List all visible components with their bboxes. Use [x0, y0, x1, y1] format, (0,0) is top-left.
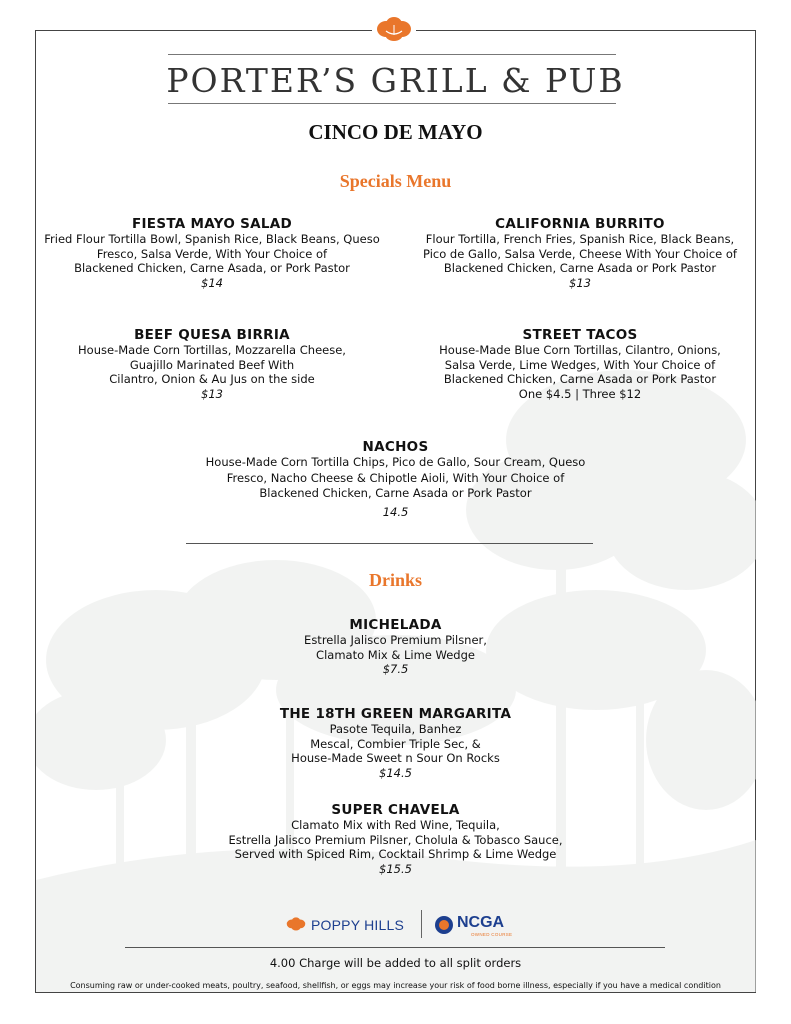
logo-separator — [421, 910, 422, 938]
poppy-hills-logo-text: POPPY HILLS — [311, 917, 404, 933]
item-price: 14.5 — [382, 504, 409, 519]
item-price: $15.5 — [379, 861, 412, 876]
item-desc-line: Flour Tortilla, French Fries, Spanish Rice, Black Beans, — [425, 232, 735, 246]
drink-item — [150, 706, 641, 780]
item-name: MICHELADA — [349, 617, 442, 633]
footer-logos — [0, 910, 791, 940]
item-desc-line: Blackened Chicken, Carne Asada, or Pork Pastor — [74, 261, 350, 276]
ncga-owned-course-text: OWNED COURSE — [471, 932, 513, 937]
menu-item — [36, 216, 388, 290]
item-desc-line: Pico de Gallo, Salsa Verde, Cheese With Your Choice of — [423, 246, 737, 261]
item-desc-line: Cilantro, Onion & Au Jus on the side — [109, 372, 315, 387]
menu-item — [36, 327, 388, 401]
item-desc-line: Blackened Chicken, Carne Asada or Pork Pastor — [443, 372, 717, 387]
drink-item — [150, 802, 641, 876]
item-name: SUPER CHAVELA — [331, 802, 460, 818]
item-name: BEEF QUESA BIRRIA — [134, 327, 290, 343]
item-desc-line: Pasote Tequila, Banhez — [329, 722, 462, 736]
item-desc-line: Fried Flour Tortilla Bowl, Spanish Rice, Black Beans, Queso — [44, 232, 380, 246]
item-desc-line: Estrella Jalisco Premium Pilsner, Cholula & Tobasco Sauce, — [228, 832, 563, 847]
event-subtitle: CINCO DE MAYO — [308, 120, 483, 144]
item-desc-line: Estrella Jalisco Premium Pilsner, — [304, 633, 487, 647]
poppy-hills-flower-icon — [284, 916, 308, 934]
restaurant-title: PORTER’S GRILL & PUB — [166, 61, 625, 100]
item-price: $14.5 — [379, 765, 412, 780]
menu-item — [410, 216, 750, 290]
item-desc-line: One $4.5 | Three $12 — [518, 386, 642, 401]
item-name: FIESTA MAYO SALAD — [131, 216, 293, 232]
item-name: STREET TACOS — [522, 327, 638, 343]
item-desc-line: Guajillo Marinated Beef With — [129, 357, 295, 372]
poppy-flower-logo-icon — [372, 15, 416, 47]
specials-heading: Specials Menu — [339, 171, 452, 191]
item-name: NACHOS — [362, 439, 429, 455]
ncga-logo-text: NCGA — [457, 914, 505, 931]
item-price: $13 — [201, 386, 223, 401]
food-safety-disclaimer: Consuming raw or under-cooked meats, poultry, seafood, shellfish, or eggs may increase your risk of food borne illness, especially if you have a medical condition — [70, 981, 721, 990]
item-desc-line: Fresco, Nacho Cheese & Chipotle Aioli, With Your Choice of — [226, 470, 565, 485]
item-desc-line: Fresco, Salsa Verde, With Your Choice of — [96, 246, 328, 261]
item-name: THE 18TH GREEN MARGARITA — [279, 706, 512, 722]
item-desc-line: Blackened Chicken, Carne Asada or Pork Pastor — [259, 486, 532, 500]
menu-item — [410, 327, 750, 401]
drink-item — [150, 617, 641, 677]
item-price: $13 — [569, 275, 591, 290]
item-price: $14 — [201, 275, 223, 290]
item-desc-line: House-Made Corn Tortilla Chips, Pico de Gallo, Sour Cream, Queso — [205, 455, 586, 469]
ncga-emblem-icon — [433, 915, 455, 935]
footer-rule — [125, 947, 665, 948]
section-divider — [186, 543, 593, 544]
title-rule-bottom — [168, 103, 616, 104]
menu-item — [150, 439, 641, 520]
item-name: CALIFORNIA BURRITO — [495, 216, 665, 232]
item-desc-line: Served with Spiced Rim, Cocktail Shrimp & Lime Wedge — [234, 847, 557, 862]
item-desc-line: House-Made Corn Tortillas, Mozzarella Cheese, — [78, 343, 346, 357]
item-desc-line: Mescal, Combier Triple Sec, & — [310, 736, 481, 751]
split-order-note: 4.00 Charge will be added to all split orders — [269, 956, 522, 970]
title-rule-top — [168, 54, 616, 55]
item-desc-line: Blackened Chicken, Carne Asada or Pork Pastor — [443, 261, 717, 276]
item-desc-line: Clamato Mix with Red Wine, Tequila, — [291, 818, 500, 832]
item-desc-line: Clamato Mix & Lime Wedge — [316, 647, 475, 662]
item-price: $7.5 — [382, 662, 409, 677]
item-desc-line: House-Made Blue Corn Tortillas, Cilantro, Onions, — [439, 343, 721, 357]
drinks-heading: Drinks — [368, 570, 422, 590]
item-desc-line: Salsa Verde, Lime Wedges, With Your Choice of — [444, 357, 716, 372]
item-desc-line: House-Made Sweet n Sour On Rocks — [291, 751, 500, 766]
